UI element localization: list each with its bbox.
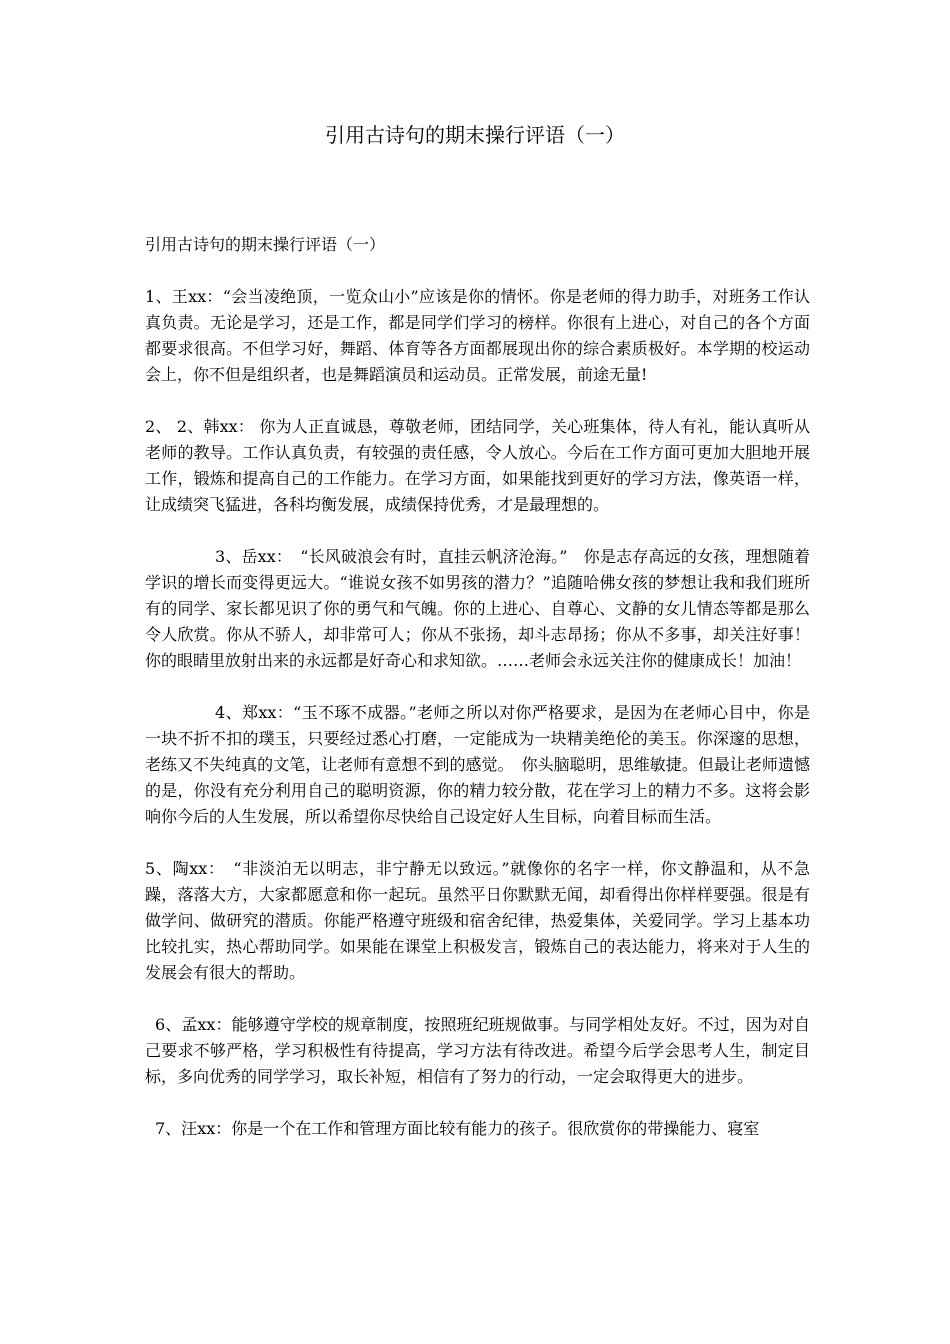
- document-subtitle: 引用古诗句的期末操行评语（一）: [145, 235, 386, 254]
- comment-paragraph-4: 4、郑xx：“玉不琢不成器。”老师之所以对你严格要求，是因为在老师心目中，你是一块不折不扣的璞玉，只要经过悉心打磨，一定能成为一块精美绝伦的美玉。你深邃的思想，老练又不失纯真的文笔，让老师有意想不到的感觉。 你头脑聪明，思维敏捷。但最让老师遗憾的是，你没有充分利用自己的聪明资源，你的精力较分散，花在学习上的精力不多。这将会影响你今后的人生发展，所以希望你尽快给自己设定好人生目标，向着目标而生活。: [145, 703, 810, 826]
- comment-paragraph-5: 5、陶xx： “非淡泊无以明志，非宁静无以致远。”就像你的名字一样，你文静温和，从不急躁，落落大方，大家都愿意和你一起玩。虽然平日你默默无闻，却看得出你样样要强。很是有做学问、做研究的潜质。你能严格遵守班级和宿舍纪律，热爱集体，关爱同学。学习上基本功比较扎实，热心帮助同学。如果能在课堂上积极发言，锻炼自己的表达能力，将来对于人生的发展会有很大的帮助。: [145, 859, 810, 982]
- comment-paragraph-6: 6、孟xx：能够遵守学校的规章制度，按照班纪班规做事。与同学相处友好。不过，因为对自己要求不够严格，学习积极性有待提高，学习方法有待改进。希望今后学会思考人生，制定目标，多向优秀的同学学习，取长补短，相信有了努力的行动，一定会取得更大的进步。: [145, 1015, 810, 1086]
- comment-paragraph-2: 2、 2、韩xx： 你为人正直诚恳，尊敬老师，团结同学，关心班集体，待人有礼，能认真听从老师的教导。工作认真负责，有较强的责任感，令人放心。今后在工作方面可更加大胆地开展工作，锻炼和提高自己的工作能力。在学习方面，如果能找到更好的学习方法，像英语一样，让成绩突飞猛进，各科均衡发展，成绩保持优秀，才是最理想的。: [145, 417, 810, 514]
- comment-paragraph-7: 7、汪xx：你是一个在工作和管理方面比较有能力的孩子。很欣赏你的带操能力、寝室: [155, 1119, 760, 1138]
- document-body: [145, 232, 810, 1168]
- comment-paragraph-3: 3、岳xx： “长风破浪会有时，直挂云帆济沧海。” 你是志存高远的女孩，理想随着学识的增长而变得更远大。“谁说女孩不如男孩的潜力？”追随哈佛女孩的梦想让我和我们班所有的同学、家长都见识了你的勇气和气魄。你的上进心、自尊心、文静的女儿情态等都是那么令人欣赏。你从不骄人，却非常可人；你从不张扬，却斗志昂扬；你从不多事，却关注好事！你的眼睛里放射出来的永远都是好奇心和求知欲。……老师会永远关注你的健康成长！加油！: [145, 547, 810, 670]
- comment-paragraph-1: 1、王xx：“会当凌绝顶，一览众山小”应该是你的情怀。你是老师的得力助手，对班务工作认真负责。无论是学习，还是工作，都是同学们学习的榜样。你很有上进心，对自己的各个方面都要求很高。不但学习好，舞蹈、体育等各方面都展现出你的综合素质极好。本学期的校运动会上，你不但是组织者，也是舞蹈演员和运动员。正常发展，前途无量!: [145, 287, 810, 384]
- page-title: 引用古诗句的期末操行评语（一）: [325, 123, 625, 147]
